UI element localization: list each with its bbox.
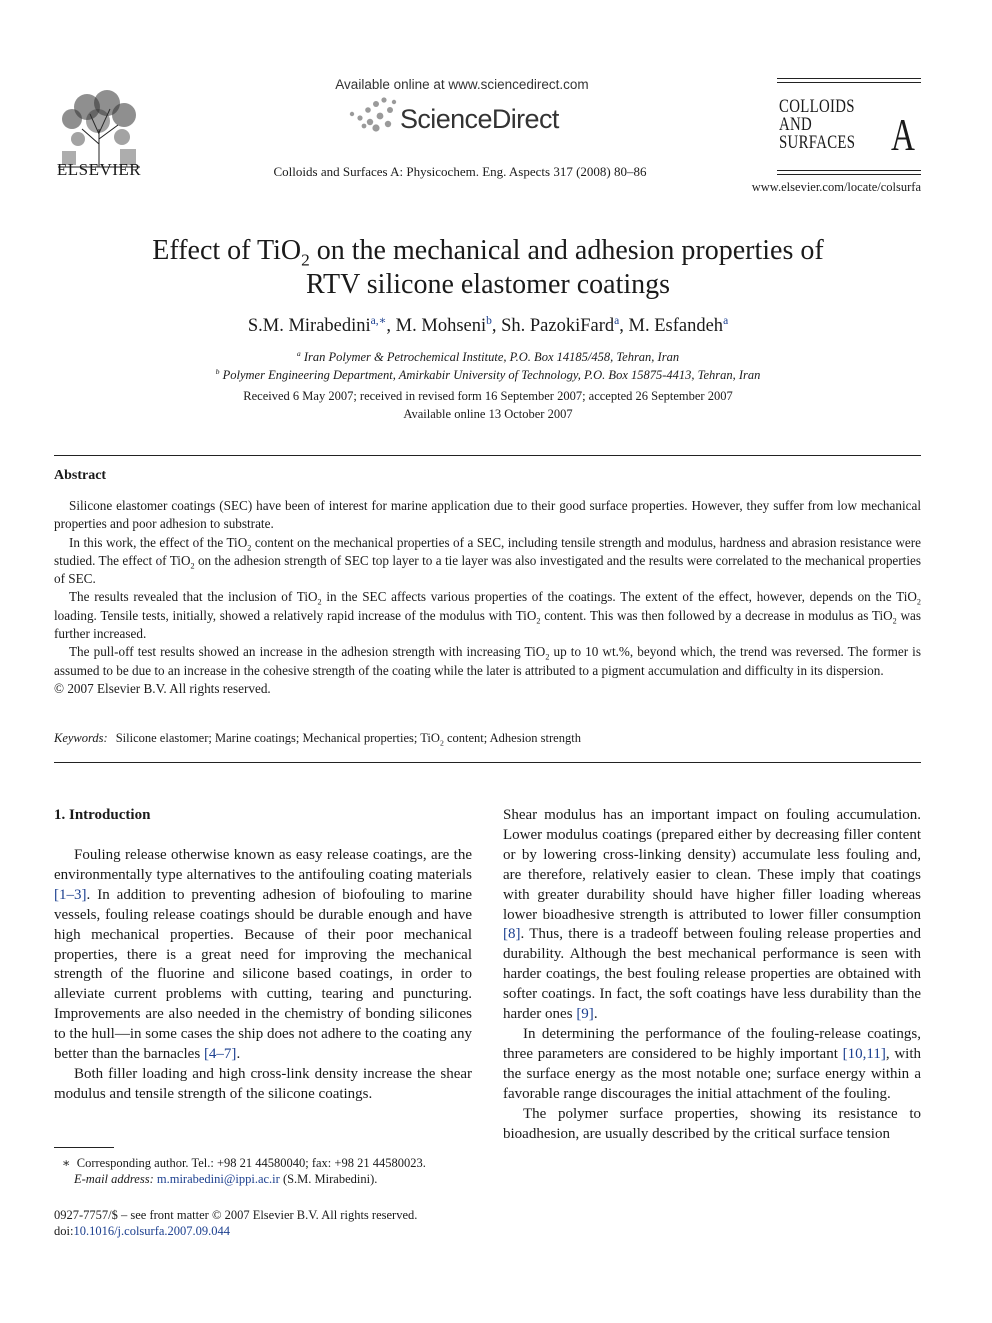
author-name[interactable]: S.M. Mirabedini (247, 316, 371, 336)
author-affiliation-link[interactable]: a,∗ (370, 314, 387, 327)
abstract-paragraph: In this work, the effect of the TiO$_2$ content on the mechanical properties of a SEC, including tensile strength and modulus, hardness and abrasion resistance were studied. The effect of TiO$_2$ on the adhesion strength of SEC top layer to a tie layer was also investigated and the results were correlated to the mechanical properties of SEC. (54, 534, 921, 587)
keywords: Keywords: Silicone elastomer; Marine coatings; Mechanical properties; TiO$_2$ content; Adhesion strength (54, 731, 581, 748)
body-paragraph: Fouling release otherwise known as easy release coatings, are the environmentally type alternatives to the antifouling coating materials [1–3]. In addition to preventing adhesion of biofouling to marine vessels, fouling release coatings should be durable enough and have high mechanical properties. Because of their poor mechanical properties, there is a great need for improving the mechanical strength of the fluorine and silicone based coatings, in order to alleviate current problems with cutting, tearing and puncturing. Improvements are also needed in the chemistry of bonding silicones to the hull—in some cases the ship does not adhere to the coating any better than the barnacles [4–7]. (54, 847, 472, 1063)
abstract-heading: Abstract (54, 468, 107, 483)
journal-logo-rule (777, 78, 921, 79)
affiliation-b: $^b$ Polymer Engineering Department, Amirkabir University of Technology, P.O. Box 15875-4413, Tehran, Iran (215, 366, 761, 382)
citation-link[interactable]: [4–7] (203, 1046, 237, 1063)
author-list: S.M. Mirabedini$^{a,∗}$, M. Mohseni$^b$, Sh. PazokiFard$^a$, M. Esfandeh$^a$ (247, 314, 729, 336)
available-online-date: Available online 13 October 2007 (403, 407, 573, 421)
journal-logo-title: COLLOIDS AND SURFACES (779, 96, 856, 153)
journal-url[interactable]: www.elsevier.com/locate/colsurfa (751, 180, 921, 194)
footnote-divider (54, 1147, 114, 1148)
doi-line: doi:10.1016/j.colsurfa.2007.09.044 (54, 1224, 231, 1238)
citation-link[interactable]: [9] (576, 1006, 594, 1023)
received-dates: Received 6 May 2007; received in revised form 16 September 2007; accepted 26 September 2007 (243, 389, 733, 403)
publisher-name: ELSEVIER (56, 160, 142, 179)
affiliation-a: $^a$ Iran Polymer & Petrochemical Institute, P.O. Box 14185/458, Tehran, Iran (296, 348, 680, 364)
front-matter (54, 1207, 484, 1239)
available-online-text: Available online at www.sciencedirect.com (335, 77, 589, 92)
section-heading: 1. Introduction (54, 807, 151, 823)
author-affiliation-link[interactable]: a (614, 314, 620, 327)
citation-link[interactable]: [8] (503, 926, 521, 943)
corresponding-author-note: ∗ Corresponding author. Tel.: +98 21 44580040; fax: +98 21 44580023. (62, 1156, 426, 1170)
abstract-paragraph: Silicone elastomer coatings (SEC) have been of interest for marine application due to their good surface properties. However, they suffer from low mechanical properties and poor adhesion to substrate. (54, 498, 921, 532)
body-paragraph: Both filler loading and high cross-link density increase the shear modulus and tensile strength of the silicone coatings. (54, 1065, 472, 1102)
sciencedirect-brand: ScienceDirect (400, 104, 559, 134)
abstract-paragraph: The results revealed that the inclusion of TiO$_2$ in the SEC affects various properties of the coatings. The extent of the effect, however, depends on the TiO$_2$ loading. Tensile tests, initially, showed a relatively rapid increase of the modulus with TiO$_2$ content. This was then followed by a decrease in modulus as TiO$_2$ was further increased. (54, 589, 922, 642)
body-paragraph: Shear modulus has an important impact on fouling accumulation. Lower modulus coatings (prepared either by decreasing filler content or by lowering cross-linking density) accumulate less fouling and, are therefore, relatively easier to clean. These imply that coatings with greater durability should have higher filler loading whereas lower bioadhesive strength is attributed to lower filler consumption [8]. Thus, there is a tradeoff between fouling release properties and durability. Although the best mechanical performance is seen with harder coatings, the best fouling release properties are obtained with softer coatings. In fact, the soft coatings have less durability than the harder ones [9]. (503, 807, 921, 1023)
issn-line: 0927-7757/$ – see front matter © 2007 Elsevier B.V. All rights reserved. (54, 1208, 418, 1222)
journal-logo-letter: A (891, 109, 915, 160)
abstract-body (54, 497, 921, 698)
author-affiliation-link[interactable]: a (723, 314, 729, 327)
journal-citation: Colloids and Surfaces A: Physicochem. Eng. Aspects 317 (2008) 80–86 (273, 164, 647, 179)
right-column (503, 806, 921, 1144)
divider (54, 762, 921, 763)
journal-logo-rule (777, 82, 921, 83)
journal-logo-rule (777, 174, 921, 175)
author-name[interactable]: Sh. PazokiFard (501, 316, 615, 336)
doi-link[interactable]: 10.1016/j.colsurfa.2007.09.044 (73, 1224, 231, 1238)
journal-logo-rule (777, 170, 921, 171)
divider (54, 455, 921, 456)
author-name[interactable]: M. Esfandeh (628, 316, 724, 336)
body-paragraph: In determining the performance of the fouling-release coatings, three parameters are considered to be highly important [10,11], with the surface energy as the most notable one; surface energy within a favorable range discourages the initial attachment of the fouling. (503, 1025, 921, 1102)
citation-link[interactable]: [1–3] (54, 886, 87, 903)
article-title: Effect of TiO$_2$ on the mechanical and adhesion properties of RTV silicone elastomer coatings (152, 235, 824, 300)
left-column (54, 846, 472, 1105)
author-affiliation-link[interactable]: b (486, 314, 492, 327)
author-name[interactable]: M. Mohseni (395, 316, 487, 336)
email-link[interactable]: m.mirabedini@ippi.ac.ir (156, 1172, 280, 1186)
body-paragraph: The polymer surface properties, showing its resistance to bioadhesion, are usually described by the critical surface tension (503, 1105, 921, 1142)
abstract-paragraph: The pull-off test results showed an increase in the adhesion strength with increasing TiO$_2$ up to 10 wt.%, beyond which, the trend was reversed. The former is assumed to be due to an increase in the cohesive strength of the coating while the later is attributed to a pigment accumulation and difficulty in its dispersion. (54, 644, 921, 678)
keywords-label: Keywords: (54, 731, 108, 745)
abstract-copyright: © 2007 Elsevier B.V. All rights reserved. (54, 680, 271, 696)
email-note: E-mail address: m.mirabedini@ippi.ac.ir (S.M. Mirabedini). (74, 1172, 378, 1186)
citation-link[interactable]: [10,11] (842, 1045, 886, 1062)
